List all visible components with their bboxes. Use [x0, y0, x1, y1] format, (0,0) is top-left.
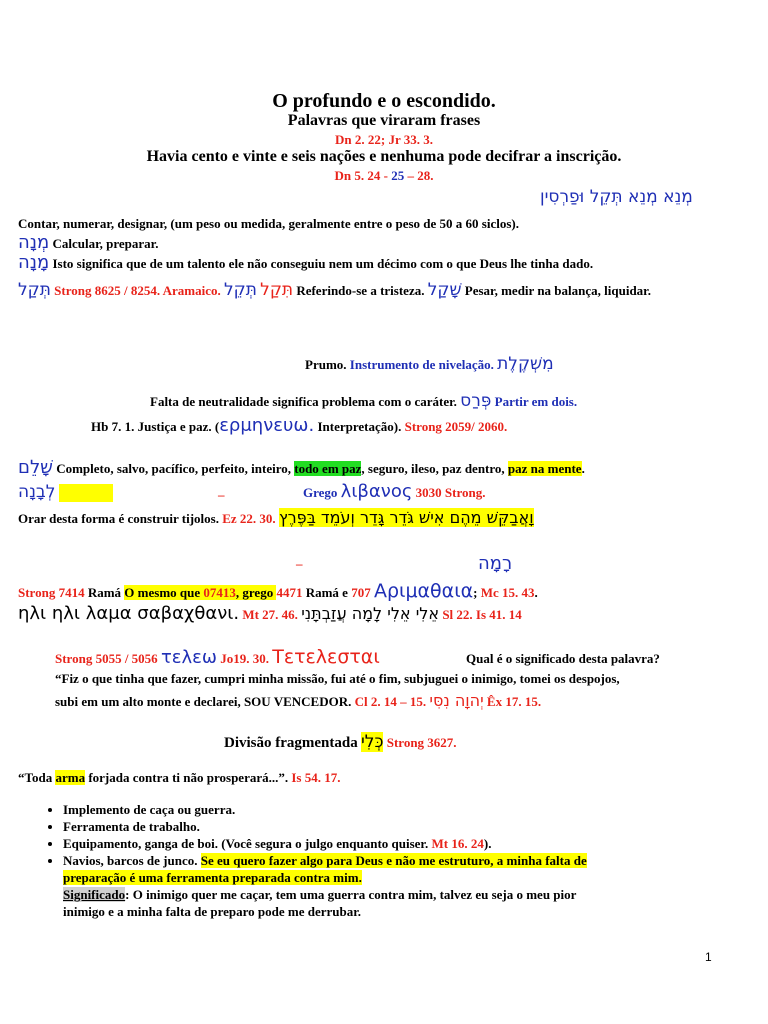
definition-text: Instrumento de nivelação. [349, 357, 494, 372]
label: Prumo. [305, 357, 347, 372]
teleo-text [55, 692, 541, 711]
strong-reference: Strong 7414 [18, 585, 85, 600]
reference: Sl 22. Is 41. 14 [442, 607, 522, 622]
text: Ramá [84, 585, 125, 600]
text: forjada contra ti não prosperará...”. [85, 770, 289, 785]
list-item [63, 852, 733, 920]
highlight: todo em paz [294, 461, 362, 476]
definition-text: . [581, 461, 585, 476]
label: Grego [303, 485, 338, 500]
prumo-line [305, 355, 554, 374]
list-item-text: Navios, barcos de junco. [63, 853, 198, 868]
list-item-text: Implemento de caça ou guerra. [63, 802, 236, 817]
strong-reference: 4471 [276, 585, 303, 600]
hebrew-word: פְּרַס [460, 391, 492, 411]
question: Qual é o significado desta palavra? [466, 651, 660, 666]
hebrew-word: כְּלִי [361, 732, 384, 752]
page-title: O profundo e o escondido. [272, 90, 496, 112]
list-item [63, 818, 733, 835]
highlight-blank [59, 484, 113, 502]
hebrew-word: תִּקַל [260, 280, 294, 300]
highlight: paz na mente [507, 461, 582, 476]
ref-part: 25 [391, 168, 405, 183]
definition-text: Calcular, preparar. [52, 236, 159, 251]
strong-reference: Strong 5055 / 5056 [55, 651, 158, 666]
greek-word: τελεω [160, 647, 217, 668]
text: . [534, 585, 538, 600]
reference: Hb 7. 1. Justiça e paz. ( [91, 419, 220, 434]
reference: Cl 2. 14 – 15. [354, 694, 427, 709]
list-item-text: : O inimigo quer me caçar, tem uma guerra contra mim, talvez eu seja o meu pior [125, 887, 577, 902]
definition-text: Isto significa que de um talento ele não conseguiu nem um décimo com o que Deus lhe tinha dado. [52, 256, 594, 271]
hebrew-word: מְנָה [18, 232, 50, 253]
hebrew-word: מִשְׁקֶלֶת [497, 354, 554, 374]
highlight: 07413 [203, 585, 236, 600]
hebrew-verse: וָאֲבַקֵּשׁ מֵהֶם אִישׁ גֹּדֵר גָּדֵר וְעֹמֵד בַּפֶּרֶץ [278, 508, 534, 527]
hebrew-word: מָנָה [18, 252, 50, 273]
definition-text: Interpretação). [314, 419, 402, 434]
list-item [63, 835, 733, 852]
greek-word: Αριμαθαια [373, 580, 474, 602]
list-item [63, 801, 733, 818]
dash: – [218, 487, 225, 502]
hebrew-inscription: מְנֵא מְנֵא תְּקֵל וּפַרְסִין [540, 187, 693, 207]
heading: Divisão fragmentada [224, 735, 358, 751]
bullet-list [18, 801, 733, 920]
greek-verse: ηλι ηλι λαμα σαβαχθανι. [18, 603, 240, 624]
strong-reference: Strong 3627. [386, 735, 457, 750]
reference: Jo19. 30. [220, 651, 269, 666]
greek-word: λιβανος [340, 481, 413, 502]
highlight: Se eu quero fazer algo para Deus e não me estruturo, a minha falta de [200, 853, 587, 868]
hebrew-word: שָׁלֵם [18, 457, 53, 478]
strong-reference: Strong 8625 / 8254. Aramaico. [54, 283, 221, 298]
text: Ramá e [302, 585, 352, 600]
definition-line [18, 281, 651, 300]
list-item-text: ). [483, 836, 492, 851]
subtitle: Palavras que viraram frases [287, 112, 481, 129]
definition-text: Pesar, medir na balança, liquidar. [464, 283, 651, 298]
reference [0, 167, 768, 185]
definition-text: , seguro, ileso, paz dentro, [361, 461, 505, 476]
label: Significado [63, 887, 126, 902]
list-item-text: Equipamento, ganga de boi. (Você segura o julgo enquanto quiser. [63, 836, 429, 851]
hebrew-word: שָׁקַל [427, 280, 462, 300]
ref-part: Dn 5. 24 - [334, 168, 392, 183]
libano-line [18, 483, 113, 502]
hebrew-word: לְבָנָה [18, 482, 56, 502]
definition-line [18, 234, 159, 253]
hb-line [91, 417, 507, 436]
reference: Êx 17. 15. [486, 694, 542, 709]
greek-word: Τετελεσται [272, 646, 380, 668]
strong-reference: Strong 2059/ 2060. [404, 419, 508, 434]
page-number: 1 [705, 950, 712, 964]
highlight: arma [55, 770, 86, 785]
definition-text: Referindo-se a tristeza. [296, 283, 425, 298]
definition-text: Partir em dois. [494, 394, 578, 409]
falta-line [150, 392, 577, 411]
greek-word: ερμηνευω. [219, 415, 315, 436]
list-item-text: inimigo e a minha falta de preparo pode me derrubar. [63, 904, 362, 919]
reference: Mt 16. 24 [431, 836, 484, 851]
reference: Mc 15. 43 [480, 585, 535, 600]
text: subi em um alto monte e declarei, SOU VENCEDOR. [55, 694, 352, 709]
definition-line: Contar, numerar, designar, (um peso ou medida, geralmente entre o peso de 50 a 60 siclos). [18, 216, 519, 231]
orar-line [18, 509, 534, 528]
hebrew-verse: אֵלִי אֵלִי לָמָה עֲזַבְתָּנִי [301, 604, 440, 623]
divisao-line [224, 733, 457, 752]
reference: Is 54. 17. [291, 770, 341, 785]
definition-text: Completo, salvo, pacífico, perfeito, inteiro, [56, 461, 291, 476]
strong-reference: 707 [351, 585, 371, 600]
intro-line: Havia cento e vinte e seis nações e nenhuma pode decifrar a inscrição. [146, 148, 622, 165]
definition-text: Falta de neutralidade significa problema com o caráter. [150, 394, 457, 409]
highlight: preparação é uma ferramenta preparada contra mim. [63, 870, 362, 885]
hebrew-word: רָמָה [478, 553, 513, 574]
text: ; [473, 585, 481, 600]
list-item-text: Ferramenta de trabalho. [63, 819, 200, 834]
eli-line [18, 605, 522, 624]
highlight: , grego [235, 585, 277, 600]
arma-line [18, 769, 341, 787]
grego-line [303, 483, 485, 502]
teleo-text: “Fiz o que tinha que fazer, cumpri minha missão, fui até o fim, subjuguei o inimigo, tomei os despojos, [55, 671, 620, 686]
ref-part: – 28. [404, 168, 434, 183]
highlight: O mesmo que [124, 585, 204, 600]
teleo-line [55, 648, 380, 668]
definition-text: Orar desta forma é construir tijolos. [18, 511, 219, 526]
hebrew-word: יְהוָה נִסִּי [429, 691, 484, 710]
dash: – [296, 556, 303, 571]
reference: Ez 22. 30. [222, 511, 276, 526]
strong-line [18, 582, 538, 602]
reference: Dn 2. 22; Jr 33. 3. [335, 132, 433, 147]
hebrew-word: תְּקֵל [224, 280, 257, 300]
hebrew-word: תְּקַל [18, 280, 51, 300]
definition-line [18, 254, 593, 273]
reference: Mt 27. 46. [242, 607, 298, 622]
shalom-line [18, 459, 585, 478]
text: “Toda [18, 770, 56, 785]
strong-reference: 3030 Strong. [415, 485, 486, 500]
